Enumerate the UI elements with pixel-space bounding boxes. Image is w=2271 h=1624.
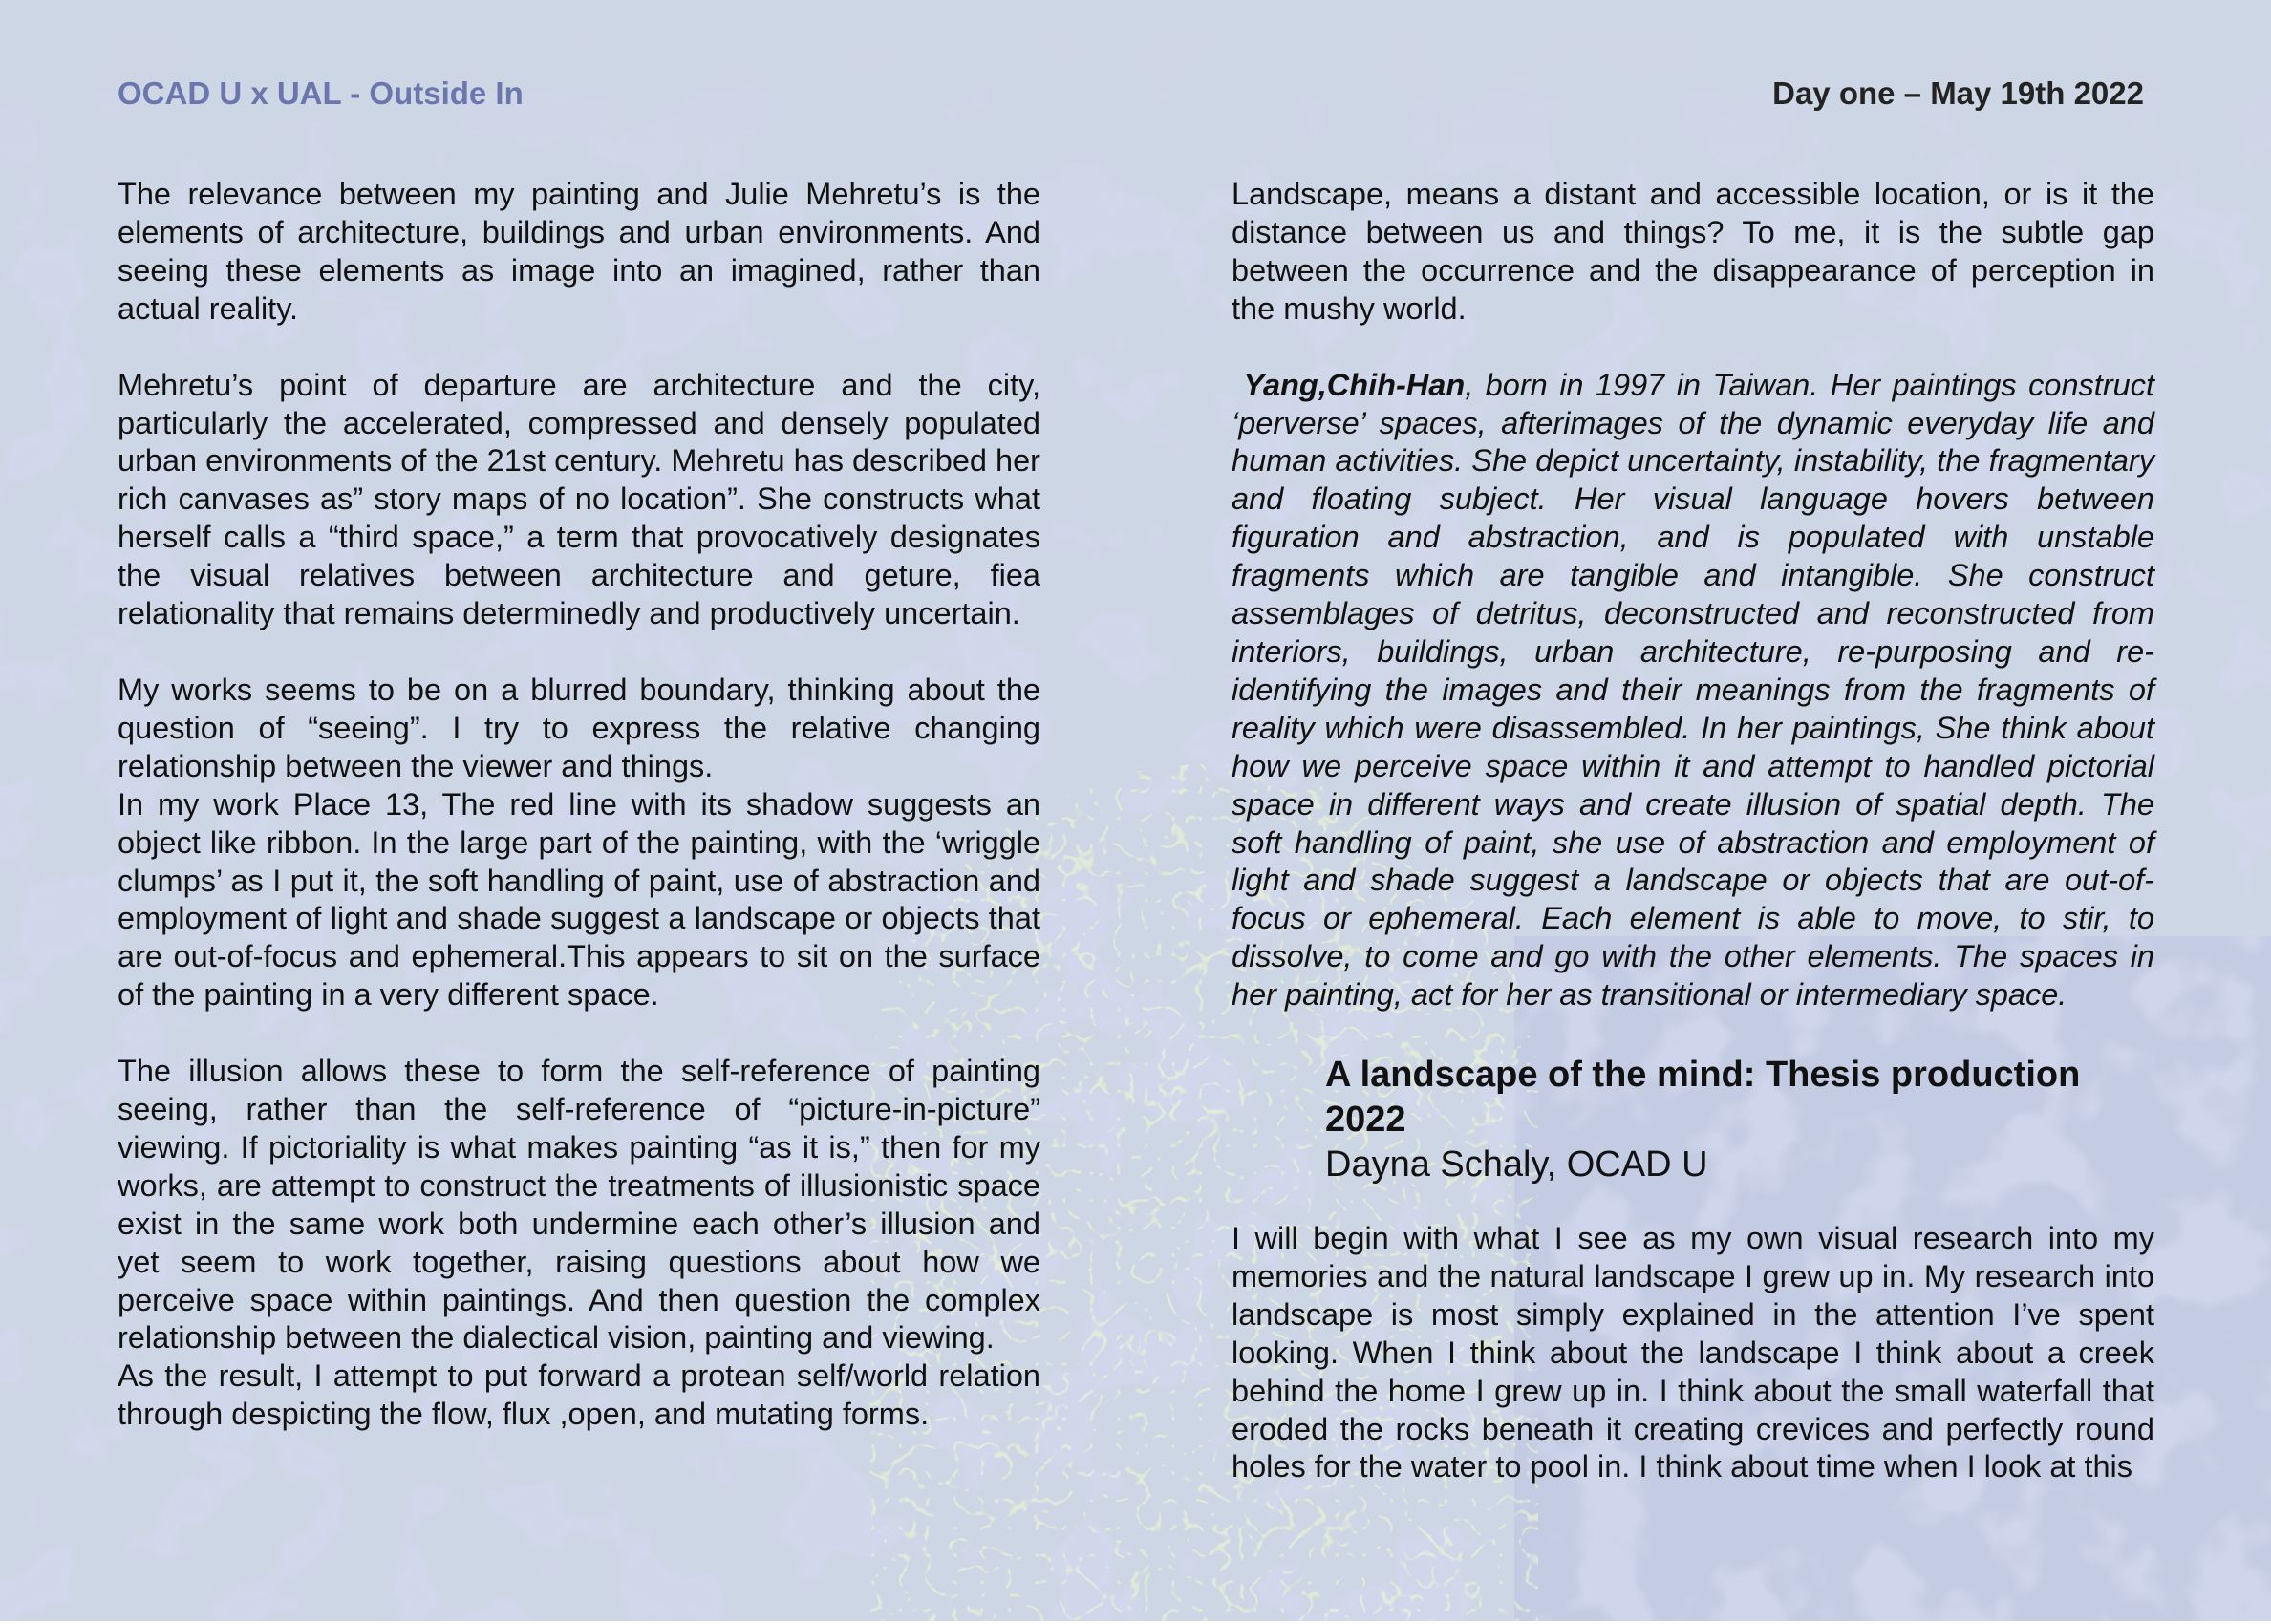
paragraph: In my work Place 13, The red line with its shadow suggests an object like ribbon. In the large part of the painting, with the ‘wriggle clumps’ as I put it, the soft handling of paint, use of abstraction and employment of light and shade suggest a landscape or objects that are out-of-focus and ephemeral.This appears to sit on the surface of the painting in a very different space. [118, 786, 1040, 1013]
intro-paragraph: Landscape, means a distant and accessible location, or is it the distance between us and things? To me, it is the subtle gap between the occurrence and the disappearance of perception in the mushy world. [1232, 177, 2154, 326]
article-title: A landscape of the mind: Thesis production 2022 [1325, 1055, 2081, 1141]
paragraph: As the result, I attempt to put forward a protean self/world relation through despicting the flow, flux ,open, and mutating forms. [118, 1358, 1040, 1432]
article-body: I will begin with what I see as my own visual research into my memories and the natural landscape I grew up in. My research into landscape is most simply explained in the attention I’ve spent looking. When I think about the landscape I think about a creek behind the home I grew up in. I think about the small waterfall that eroded the rocks beneath it creating crevices and perfectly round holes for the water to pool in. I think about time when I look at this [1232, 1221, 2154, 1485]
header-left-title: OCAD U x UAL - Outside In [118, 75, 524, 111]
paragraph: My works seems to be on a blurred boundary, thinking about the question of “seeing”. I try to express the relative changing relationship between the viewer and things. [118, 672, 1040, 783]
paragraph: The relevance between my painting and Julie Mehretu’s is the elements of architecture, buildings and urban environments. And seeing these elements as image into an imagined, rather than actual reality. [118, 177, 1040, 326]
right-column [1232, 176, 2154, 1486]
artist-name: Yang,Chih-Han [1243, 367, 1466, 402]
left-column [118, 176, 1040, 1472]
artist-bio-text: , born in 1997 in Taiwan. Her paintings construct ‘perverse’ spaces, afterimages of the dynamic everyday life and human activities. She depict uncertainty, instability, the fragmentary and floating subject. Her visual language hovers between figuration and abstraction, and is populated with unstable fragments which are tangible and intangible. She construct assemblages of detritus, deconstructed and reconstructed from interiors, buildings, urban architecture, re-purposing and re-identifying the images and their meanings from the fragments of reality which were disassembled. In her paintings, She think about how we perceive space within it and attempt to handled pictorial space in different ways and create illusion of spatial depth. The soft handling of paint, she use of abstraction and employment of light and shade suggest a landscape or objects that are out-of-focus or ephemeral. Each element is able to move, to stir, to dissolve, to come and go with the other elements. The spaces in her painting, act for her as transitional or intermediary space. [1232, 367, 2154, 1013]
artist-bio [1232, 367, 2154, 1015]
paragraph: Mehretu’s point of departure are architecture and the city, particularly the accelerated, compressed and densely populated urban environments of the 21st century. Mehretu has described her rich canvases as” story maps of no location”. She constructs what herself calls a “third space,” a term that provocatively designates the visual relatives between architecture and geture, fiea relationality that remains determinedly and productively uncertain. [118, 367, 1040, 631]
paragraph: The illusion allows these to form the self-reference of painting seeing, rather than the self-reference of “picture-in-picture” viewing. If pictoriality is what makes painting “as it is,” then for my works, are attempt to construct the treatments of illusionistic space exist in the same work both undermine each other’s illusion and yet seem to work together, raising questions about how we perceive space within paintings. And then question the complex relationship between the dialectical vision, painting and viewing. [118, 1054, 1040, 1356]
article-author: Dayna Schaly, OCAD U [1325, 1144, 1708, 1186]
header-right-date: Day one – May 19th 2022 [1772, 75, 2144, 111]
